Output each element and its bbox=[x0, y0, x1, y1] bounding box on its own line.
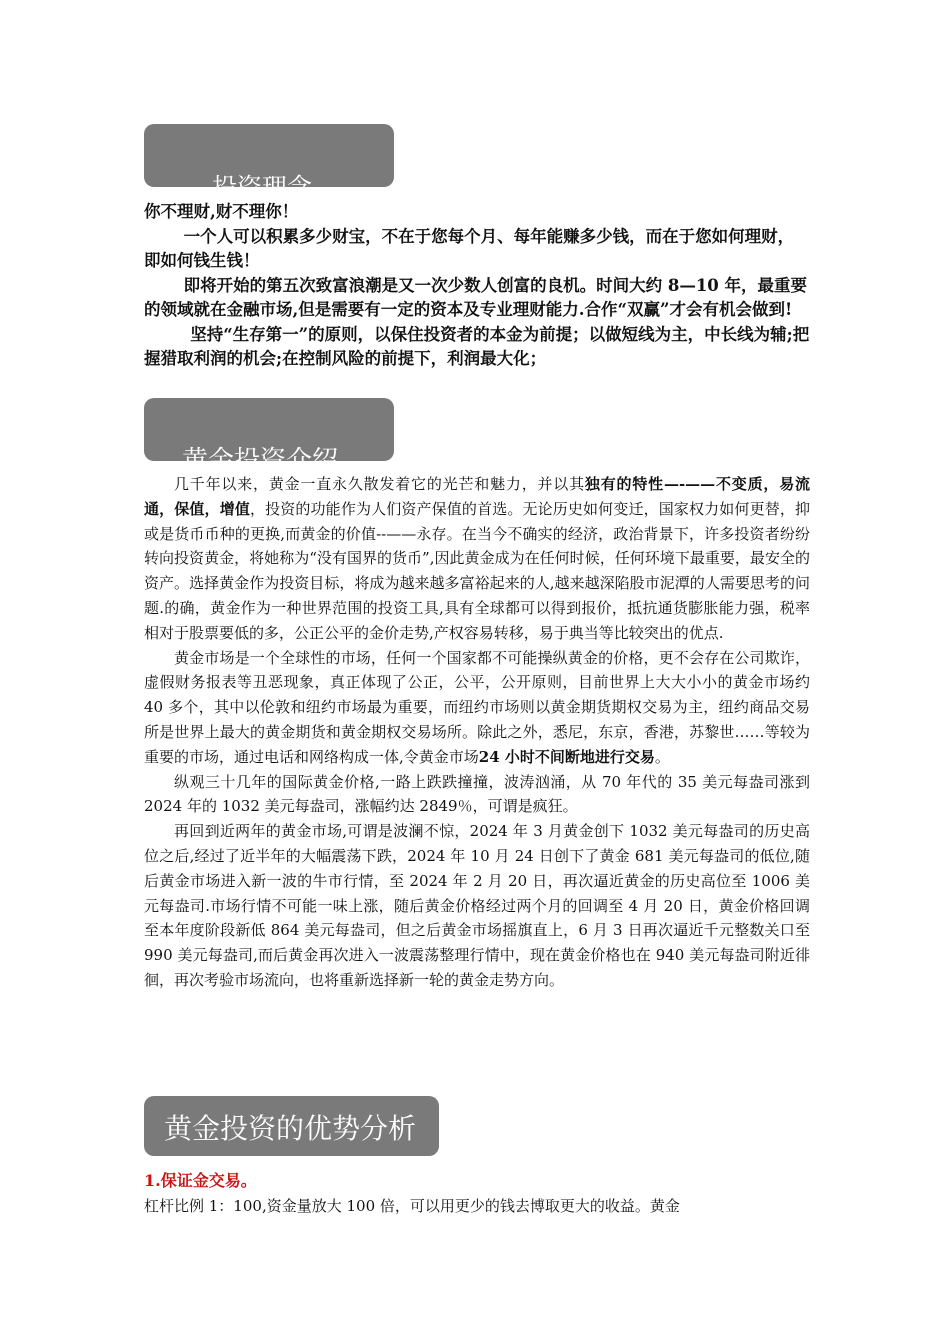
text-run: 。 bbox=[654, 747, 670, 766]
paragraph: 坚持“生存第一”的原则，以保住投资者的本金为前提；以做短线为主，中长线为辅;把握猎取利润的机会;在控制风险的前提下，利润最大化； bbox=[144, 324, 810, 368]
paragraph bbox=[144, 646, 810, 770]
bold-run: 独有的特性—-——不变质，易流通，保值，增值 bbox=[144, 475, 810, 518]
banner-gold-advantages bbox=[144, 1096, 439, 1156]
banner-title: 黄金投资介绍 bbox=[182, 446, 339, 476]
banner-investment-philosophy bbox=[144, 124, 394, 202]
section-investment-philosophy bbox=[144, 200, 810, 372]
paragraph: 一个人可以积累多少财宝，不在于您每个月、每年能赚多少钱，而在于您如何理财，即如何钱生钱！ bbox=[144, 226, 795, 270]
text-run: ，投资的功能作为人们资产保值的首选。无论历史如何变迁，国家权力如何更替，抑或是货币币种的更换,而黄金的价值--——永存。在当今不确实的经济，政治背景下，许多投资者纷纷转向投资黄金，将她称为“没有国界的货币”,因此黄金成为在任何时候，任何环境下最重要，最安全的资产。选择黄金作为投资目标，将成为越来越多富裕起来的人,越来越深陷股市泥潭的人需要思考的问题.的确，黄金作为一种世界范围的投资工具,具有全球都可以得到报价，抵抗通货膨胀能力强，税率相对于股票要低的多，公正公平的金价走势,产权容易转移，易于典当等比较突出的优点. bbox=[144, 499, 810, 642]
paragraph: 杠杆比例 1：100,资金量放大 100 倍，可以用更少的钱去博取更大的收益。黄金 bbox=[144, 1197, 680, 1215]
paragraph bbox=[144, 472, 810, 646]
subheading: 1.保证金交易。 bbox=[144, 1171, 257, 1190]
text-run: 黄金市场是一个全球性的市场，任何一个国家都不可能操纵黄金的价格，更不会存在公司欺诈，虚假财务报表等丑恶现象，真正体现了公正，公平，公开原则，目前世界上大大小小的黄金市场约 40 多个，其中以伦敦和纽约市场最为重要，而纽约市场则以黄金期货期权交易为主，纽约商品交易所是世界上最大的黄金期货和黄金期权交易场所。除此之外，悉尼，东京，香港，苏黎世……等较为重要的市场，通过电话和网络构成一体,令黄金市场 bbox=[144, 648, 810, 766]
banner-gold-intro bbox=[144, 398, 394, 476]
paragraph: 纵观三十几年的国际黄金价格,一路上跌跌撞撞，波涛汹涌，从 70 年代的 35 美元每盎司涨到 2024 年的 1032 美元每盎司，涨幅约达 2849％，可谓是疯狂。 bbox=[144, 772, 810, 816]
text-run: 几千年以来，黄金一直永久散发着它的光芒和魅力，并以其 bbox=[174, 475, 585, 493]
bold-run: 24 小时不间断地进行交易 bbox=[478, 747, 655, 766]
paragraph: 再回到近两年的黄金市场,可谓是波澜不惊，2024 年 3 月黄金创下 1032 美元每盎司的历史高位之后,经过了近半年的大幅震荡下跌，2024 年 10 月 24 日创下了黄金 681 美元每盎司的低位,随后黄金市场进入新一波的牛市行情，至 2024 年 2 月 20 日，再次逼近黄金的历史高位至 1006 美元每盎司.市场行情不可能一味上涨，随后黄金价格经过两个月的回调至 4 月 20 日，黄金价格回调至本年度阶段新低 864 美元每盎司，但之后黄金市场摇旗直上，6 月 3 日再次逼近千元整数关口至 990 美元每盎司,而后黄金再次进入一波震荡整理行情中，现在黄金价格也在 940 美元每盎司附近徘徊，再次考验市场流向，也将重新选择新一轮的黄金走势方向。 bbox=[144, 822, 810, 989]
banner-title: 投资理念 bbox=[212, 173, 313, 202]
section-gold-intro bbox=[144, 472, 810, 993]
section-gold-advantages bbox=[144, 1168, 810, 1219]
slogan: 你不理财,财不理你！ bbox=[144, 202, 299, 221]
banner-title: 黄金投资的优势分析 bbox=[164, 1112, 417, 1145]
paragraph: 即将开始的第五次致富浪潮是又一次少数人创富的良机。时间大约 8—10 年，最重要的领域就在金融市场,但是需要有一定的资本及专业理财能力.合作“双赢”才会有机会做到! bbox=[144, 275, 808, 319]
